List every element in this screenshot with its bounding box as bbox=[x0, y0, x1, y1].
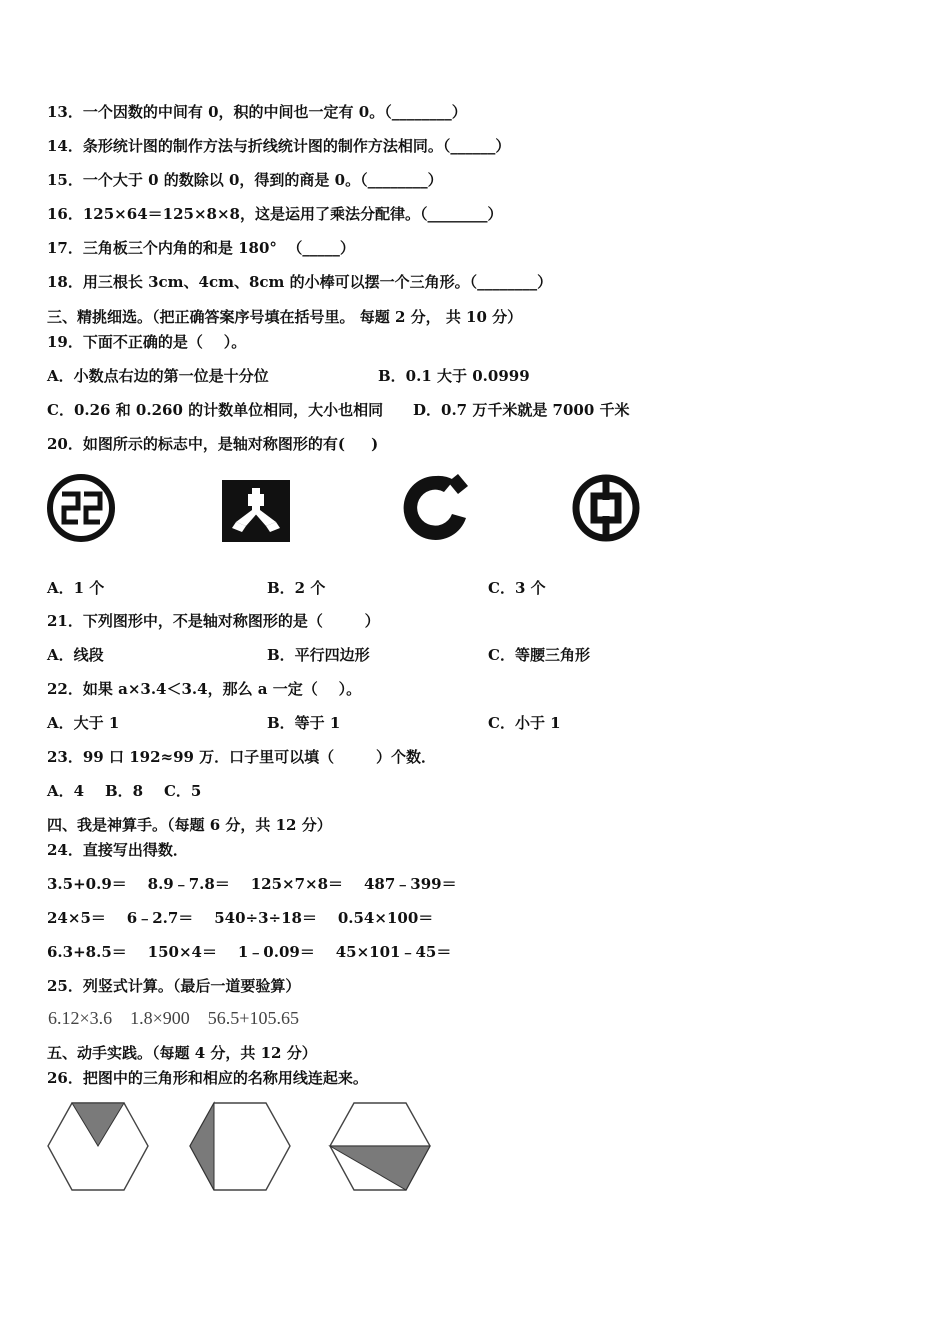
q25-stem: 25．列竖式计算。（最后一道要验算） bbox=[47, 977, 301, 995]
q23-stem: 23．99 口 192≈99 万．口子里可以填（ ）个数． bbox=[47, 748, 436, 766]
hexagon-figure-2 bbox=[188, 1100, 294, 1194]
section-3-title: 三、精挑细选。（把正确答案序号填在括号里。 每题 2 分， 共 10 分） bbox=[47, 308, 523, 326]
q21-option-a: A．线段 bbox=[47, 646, 104, 664]
judgement-16: 16．125×64＝125×8×8，这是运用了乘法分配律。（________） bbox=[47, 205, 503, 223]
q23-options: A．4 B．8 C．5 bbox=[47, 782, 202, 800]
q26-stem: 26．把图中的三角形和相应的名称用线连起来。 bbox=[47, 1069, 368, 1087]
q21-option-c: C．等腰三角形 bbox=[488, 646, 590, 664]
q19-option-c: C．0.26 和 0.260 的计数单位相同，大小也相同 bbox=[47, 401, 384, 419]
q20-option-b: B．2 个 bbox=[267, 579, 326, 597]
q19-option-d: D．0.7 万千米就是 7000 千米 bbox=[413, 401, 630, 419]
q19-option-b: B．0.1 大于 0.0999 bbox=[378, 367, 530, 385]
bank-logo-4 bbox=[570, 472, 642, 544]
bank-logo-2 bbox=[222, 480, 290, 542]
judgement-17: 17．三角板三个内角的和是 180° （_____） bbox=[47, 239, 355, 257]
judgement-15: 15．一个大于 0 的数除以 0，得到的商是 0。（________） bbox=[47, 171, 443, 189]
q24-row-3: 6.3+8.5＝ 150×4＝ 1﹣0.09＝ 45×101﹣45＝ bbox=[47, 943, 452, 961]
q24-stem: 24．直接写出得数． bbox=[47, 841, 188, 859]
q20-stem: 20．如图所示的标志中，是轴对称图形的有( ) bbox=[47, 435, 379, 453]
q19-option-a: A．小数点右边的第一位是十分位 bbox=[47, 367, 269, 385]
q25-expressions: 6.12×3.6 1.8×900 56.5+105.65 bbox=[48, 1008, 299, 1028]
q20-option-a: A．1 个 bbox=[47, 579, 105, 597]
q22-option-c: C．小于 1 bbox=[488, 714, 561, 732]
q19-stem: 19．下面不正确的是（ ）。 bbox=[47, 333, 247, 351]
q20-option-c: C．3 个 bbox=[488, 579, 546, 597]
hexagon-figure-1 bbox=[46, 1100, 152, 1194]
q22-option-a: A．大于 1 bbox=[47, 714, 120, 732]
bank-logo-1 bbox=[45, 472, 117, 544]
judgement-14: 14．条形统计图的制作方法与折线统计图的制作方法相同。（______） bbox=[47, 137, 511, 155]
q24-row-2: 24×5＝ 6﹣2.7＝ 540÷3÷18＝ 0.54×100＝ bbox=[47, 909, 434, 927]
section-5-title: 五、动手实践。（每题 4 分，共 12 分） bbox=[47, 1044, 317, 1062]
section-4-title: 四、我是神算手。（每题 6 分，共 12 分） bbox=[47, 816, 332, 834]
q22-stem: 22．如果 a×3.4＜3.4，那么 a 一定（ ）。 bbox=[47, 680, 362, 698]
q22-option-b: B．等于 1 bbox=[267, 714, 341, 732]
q24-row-1: 3.5+0.9＝ 8.9﹣7.8＝ 125×7×8＝ 487﹣399＝ bbox=[47, 875, 457, 893]
judgement-13: 13．一个因数的中间有 0，积的中间也一定有 0。（________） bbox=[47, 103, 467, 121]
hexagon-figure-3 bbox=[328, 1100, 434, 1194]
judgement-18: 18．用三根长 3cm、4cm、8cm 的小棒可以摆一个三角形。（________） bbox=[47, 273, 553, 291]
q21-stem: 21．下列图形中，不是轴对称图形的是（ ） bbox=[47, 612, 380, 630]
bank-logo-3 bbox=[400, 472, 472, 544]
q21-option-b: B．平行四边形 bbox=[267, 646, 370, 664]
